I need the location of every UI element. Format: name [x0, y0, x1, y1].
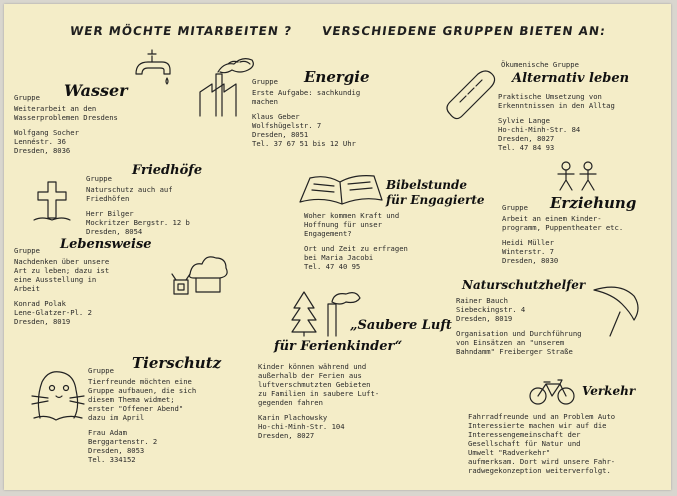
- verkehr-title: Verkehr: [582, 384, 636, 398]
- energie-block: Erste Aufgabe: sachkundig machen Klaus Geber Wolfshügelstr. 7 Dresden, 8051 Tel. 37 67 51 bis 12 Uhr: [252, 88, 361, 148]
- luft-block: Kinder können während und außerhalb der Ferien aus luftverschmutzten Gebieten zu Familien in saubere Luft- gegenden fahren Karin Plachowsky Ho-chi-Minh-Str. 104 Dresden, 8027: [258, 362, 380, 440]
- cross-icon: [34, 178, 70, 222]
- luft-title-1: „Saubere Luft: [350, 318, 452, 333]
- bread-icon: [442, 66, 498, 122]
- open-book-icon: [296, 172, 384, 208]
- alternativ-prefix: Ökumenische Gruppe: [501, 60, 579, 69]
- alternativ-block: Praktische Umsetzung von Erkenntnissen in den Alltag Sylvie Lange Ho-chi-Minh-Str. 84 Dresden, 8027 Tel. 47 84 93: [498, 92, 615, 152]
- friedhoefe-prefix: Gruppe: [86, 174, 112, 183]
- factory-smoke-icon: [198, 52, 256, 116]
- friedhoefe-block: Naturschutz auch auf Friedhöfen Herr Bilger Mockritzer Bergstr. 12 b Dresden, 8054: [86, 185, 190, 236]
- energie-prefix: Gruppe: [252, 77, 278, 86]
- bibel-title-1: Bibelstunde: [386, 178, 468, 192]
- tierschutz-block: Tierfreunde möchten eine Gruppe aufbauen, die sich diesem Thema widmet; erster "Offener Abend" dazu im April Frau Adam Berggartenstr. 2 Dresden, 8053 Tel. 334152: [88, 377, 197, 464]
- bicycle-icon: [528, 378, 576, 406]
- verkehr-block: Fahrradfreunde und an Problem Auto Interessierte machen wir auf die Interessengemeinschaft der Gesellschaft für Natur und Umwelt "Radverkehr" aufmerksam. Dort wird unsere Fahr- radwegekonzeption weiterverfolgt.: [468, 412, 616, 475]
- scythe-icon: [590, 282, 642, 338]
- natur-block: Rainer Bauch Siebeckingstr. 4 Dresden, 8019 Organisation und Durchführung von Einsätzen an "unserem Bahndamm" Freiberger Straße: [456, 296, 582, 356]
- flyer-sheet: [4, 4, 671, 490]
- seal-icon: [26, 368, 86, 422]
- wasser-title: Wasser: [64, 81, 128, 100]
- house-tv-icon: [168, 250, 230, 298]
- wasser-block: Weiterarbeit an den Wasserproblemen Dresdens Wolfgang Socher Lennéstr. 36 Dresden, 8036: [14, 104, 118, 155]
- children-icon: [556, 160, 600, 194]
- alternativ-title: Alternativ leben: [512, 71, 630, 86]
- bibel-block: Woher kommen Kraft und Hoffnung für unser Engagement? Ort und Zeit zu erfragen bei Maria Jacobi Tel. 47 40 95: [304, 211, 408, 271]
- water-tap-icon: [132, 48, 180, 88]
- header-right: VERSCHIEDENE GRUPPEN BIETEN AN:: [321, 24, 607, 38]
- erziehung-prefix: Gruppe: [502, 203, 528, 212]
- natur-title: Naturschutzhelfer: [462, 278, 586, 292]
- erziehung-title: Erziehung: [550, 194, 637, 212]
- luft-title-2: für Ferienkinder“: [274, 339, 403, 354]
- lebensweise-prefix: Gruppe: [14, 246, 40, 255]
- lebensweise-title: Lebensweise: [60, 237, 152, 252]
- wasser-prefix: Gruppe: [14, 93, 40, 102]
- erziehung-block: Arbeit an einem Kinder- programm, Puppentheater etc. Heidi Müller Winterstr. 7 Dresden, 8030: [502, 214, 624, 265]
- header-left: WER MÖCHTE MITARBEITEN ?: [69, 24, 293, 38]
- tierschutz-prefix: Gruppe: [88, 366, 114, 375]
- tierschutz-title: Tierschutz: [132, 354, 222, 372]
- friedhoefe-title: Friedhöfe: [132, 163, 203, 178]
- energie-title: Energie: [304, 68, 370, 86]
- lebensweise-block: Nachdenken über unsere Art zu leben; dazu ist eine Ausstellung in Arbeit Konrad Polak Lene-Glatzer-Pl. 2 Dresden, 8019: [14, 257, 110, 326]
- bibel-title-2: für Engagierte: [386, 193, 485, 207]
